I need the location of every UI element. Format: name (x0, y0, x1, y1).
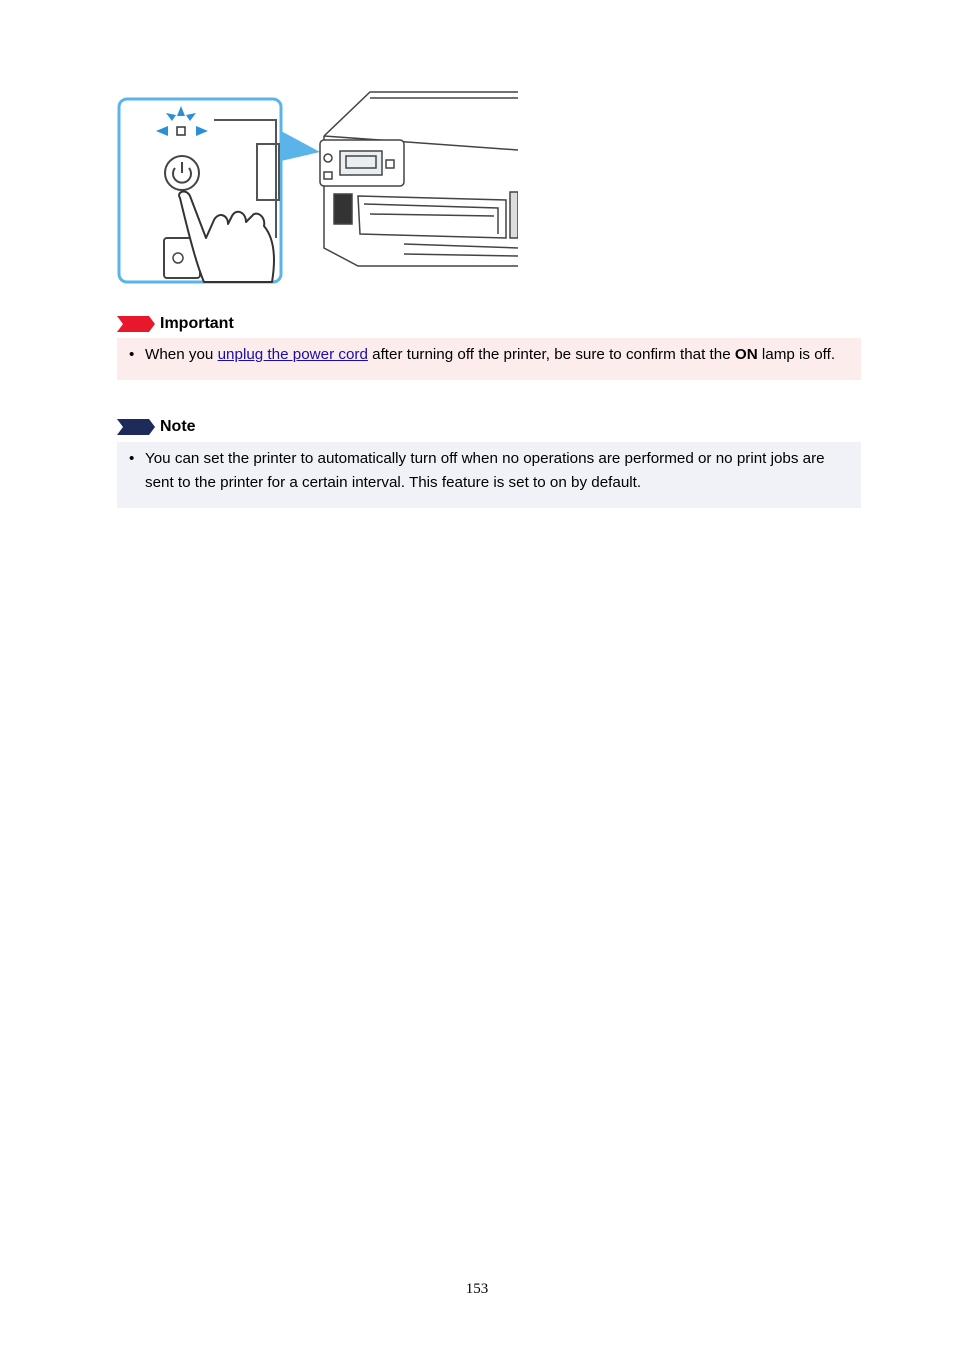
printer-icon (320, 92, 518, 266)
note-heading-text: Note (160, 418, 196, 435)
bullet: • (129, 450, 135, 467)
on-lamp-label: ON (734, 346, 758, 363)
bullet: • (129, 346, 135, 363)
unplug-power-cord-link[interactable]: unplug the power cord (217, 346, 368, 363)
page-number: 153 (465, 1281, 489, 1297)
note-box (117, 442, 861, 508)
note-chevron-icon (117, 419, 156, 435)
important-heading-text: Important (160, 315, 234, 332)
note-text: You can set the printer to automatically turn off when no operations are performed or no print jobs are sent to the printer for a certain interval. This feature is set to on by default. (145, 450, 825, 491)
important-text-middle: after turning off the printer, be sure to confirm that the (367, 346, 735, 363)
important-text-end: lamp is off. (757, 346, 836, 363)
important-text-start: When you (145, 346, 218, 363)
important-box (117, 338, 861, 380)
note-heading (117, 418, 196, 436)
important-list-item (129, 343, 849, 367)
printer-power-illustration (114, 88, 518, 296)
power-button-icon (165, 156, 199, 190)
important-heading (117, 315, 234, 333)
important-chevron-icon (117, 316, 156, 332)
note-list-item (129, 447, 849, 495)
